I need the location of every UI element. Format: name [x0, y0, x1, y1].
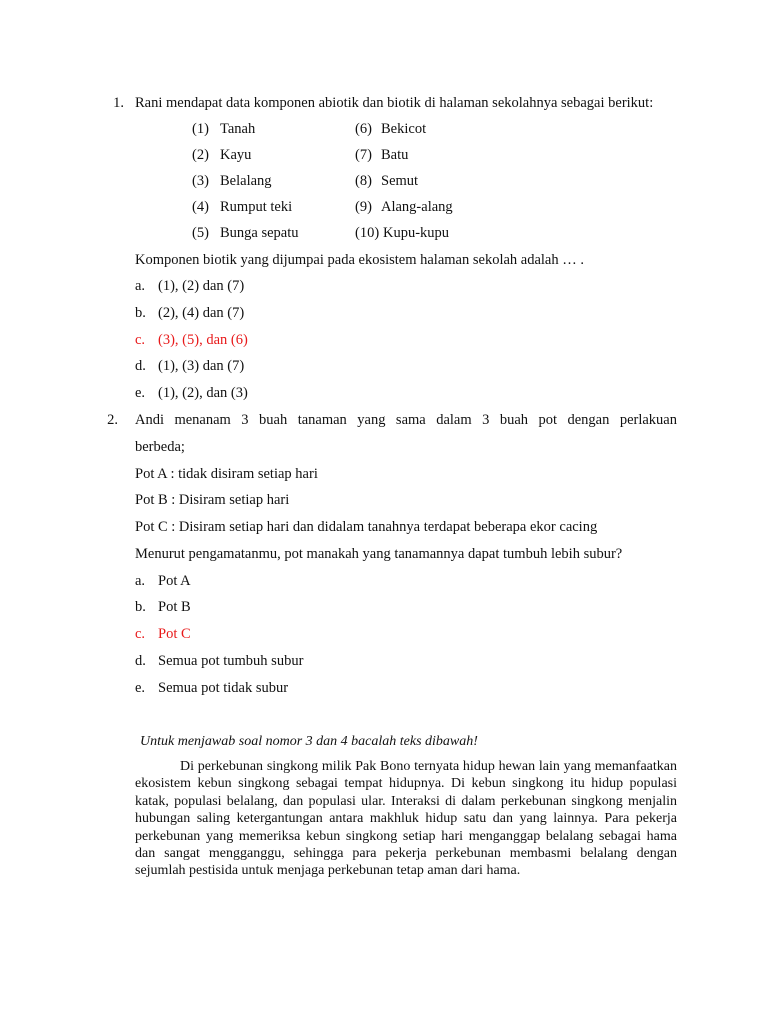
list-item: Semut	[381, 173, 419, 189]
option-letter-correct: c.	[135, 626, 146, 642]
list-item-num: (7)	[355, 147, 372, 163]
list-item-num: (1)	[192, 121, 209, 137]
option-letter-correct: c.	[135, 332, 146, 348]
option-text-correct: (3), (5), dan (6)	[158, 332, 248, 348]
option-text: (1), (2), dan (3)	[158, 385, 248, 401]
list-item: Alang-alang	[381, 199, 453, 215]
list-item: Kayu	[220, 147, 252, 163]
list-item: Belalang	[220, 173, 272, 189]
list-item: Rumput teki	[220, 199, 293, 215]
option-text-correct: Pot C	[158, 626, 191, 642]
option-text: Pot A	[158, 573, 191, 589]
list-item: Kupu-kupu	[383, 225, 450, 241]
option-letter: b.	[135, 305, 146, 321]
list-item-num: (4)	[192, 199, 209, 215]
pot-c-description: Pot C : Disiram setiap hari dan didalam tanahnya terdapat beberapa ekor cacing	[135, 519, 598, 535]
list-item: Batu	[381, 147, 409, 163]
list-item-num: (2)	[192, 147, 209, 163]
list-item-num: (8)	[355, 173, 372, 189]
pot-a-description: Pot A : tidak disiram setiap hari	[135, 466, 318, 482]
question-1-text: Rani mendapat data komponen abiotik dan biotik di halaman sekolahnya sebagai berikut:	[135, 95, 654, 111]
list-item-num: (10)	[355, 225, 380, 241]
option-letter: d.	[135, 653, 146, 669]
question-2-line-2: berbeda;	[135, 439, 185, 455]
option-letter: e.	[135, 385, 146, 401]
list-item: Bekicot	[381, 121, 427, 137]
pot-b-description: Pot B : Disiram setiap hari	[135, 492, 290, 508]
option-letter: e.	[135, 680, 146, 696]
option-letter: a.	[135, 278, 146, 294]
option-text: Semua pot tumbuh subur	[158, 653, 304, 669]
question-1-number: 1.	[113, 95, 124, 111]
reading-passage: Di perkebunan singkong milik Pak Bono ternyata hidup hewan lain yang memanfaatkan ekosistem kebun singkong sebagai tempat hidupnya. Di kebun singkong itu hidup populasi katak, populasi belalang, dan populasi ular. Interaksi di dalam perkebunan singkong menjalin hubungan saling ketergantungan antara makhluk hidup satu dan yang lainnya. Para pekerja perkebunan yang memeriksa kebun singkong setiap hari menganggap belalang sebagai hama dan sangat mengganggu, sehingga para pekerja perkebunan membasmi belalang dengan sejumlah pestisida untuk menjaga perkebunan tetap aman dari hama.	[135, 759, 677, 879]
option-text: Semua pot tidak subur	[158, 680, 289, 696]
list-item: Tanah	[220, 121, 256, 137]
option-text: (2), (4) dan (7)	[158, 305, 245, 321]
question-2-number: 2.	[107, 412, 118, 428]
list-item-num: (6)	[355, 121, 372, 137]
question-2-line-1: Andi menanam 3 buah tanaman yang sama dalam 3 buah pot dengan perlakuan	[135, 412, 677, 428]
list-item-num: (5)	[192, 225, 209, 241]
option-letter: b.	[135, 599, 146, 615]
list-item: Bunga sepatu	[220, 225, 299, 241]
option-text: (1), (3) dan (7)	[158, 358, 245, 374]
option-text: Pot B	[158, 599, 191, 615]
list-item-num: (3)	[192, 173, 209, 189]
question-1-prompt: Komponen biotik yang dijumpai pada ekosistem halaman sekolah adalah … .	[135, 252, 584, 268]
reading-instruction: Untuk menjawab soal nomor 3 dan 4 bacalah teks dibawah!	[140, 734, 478, 749]
option-text: (1), (2) dan (7)	[158, 278, 245, 294]
option-letter: d.	[135, 358, 146, 374]
list-item-num: (9)	[355, 199, 372, 215]
question-2-prompt: Menurut pengamatanmu, pot manakah yang tanamannya dapat tumbuh lebih subur?	[135, 546, 623, 562]
option-letter: a.	[135, 573, 146, 589]
